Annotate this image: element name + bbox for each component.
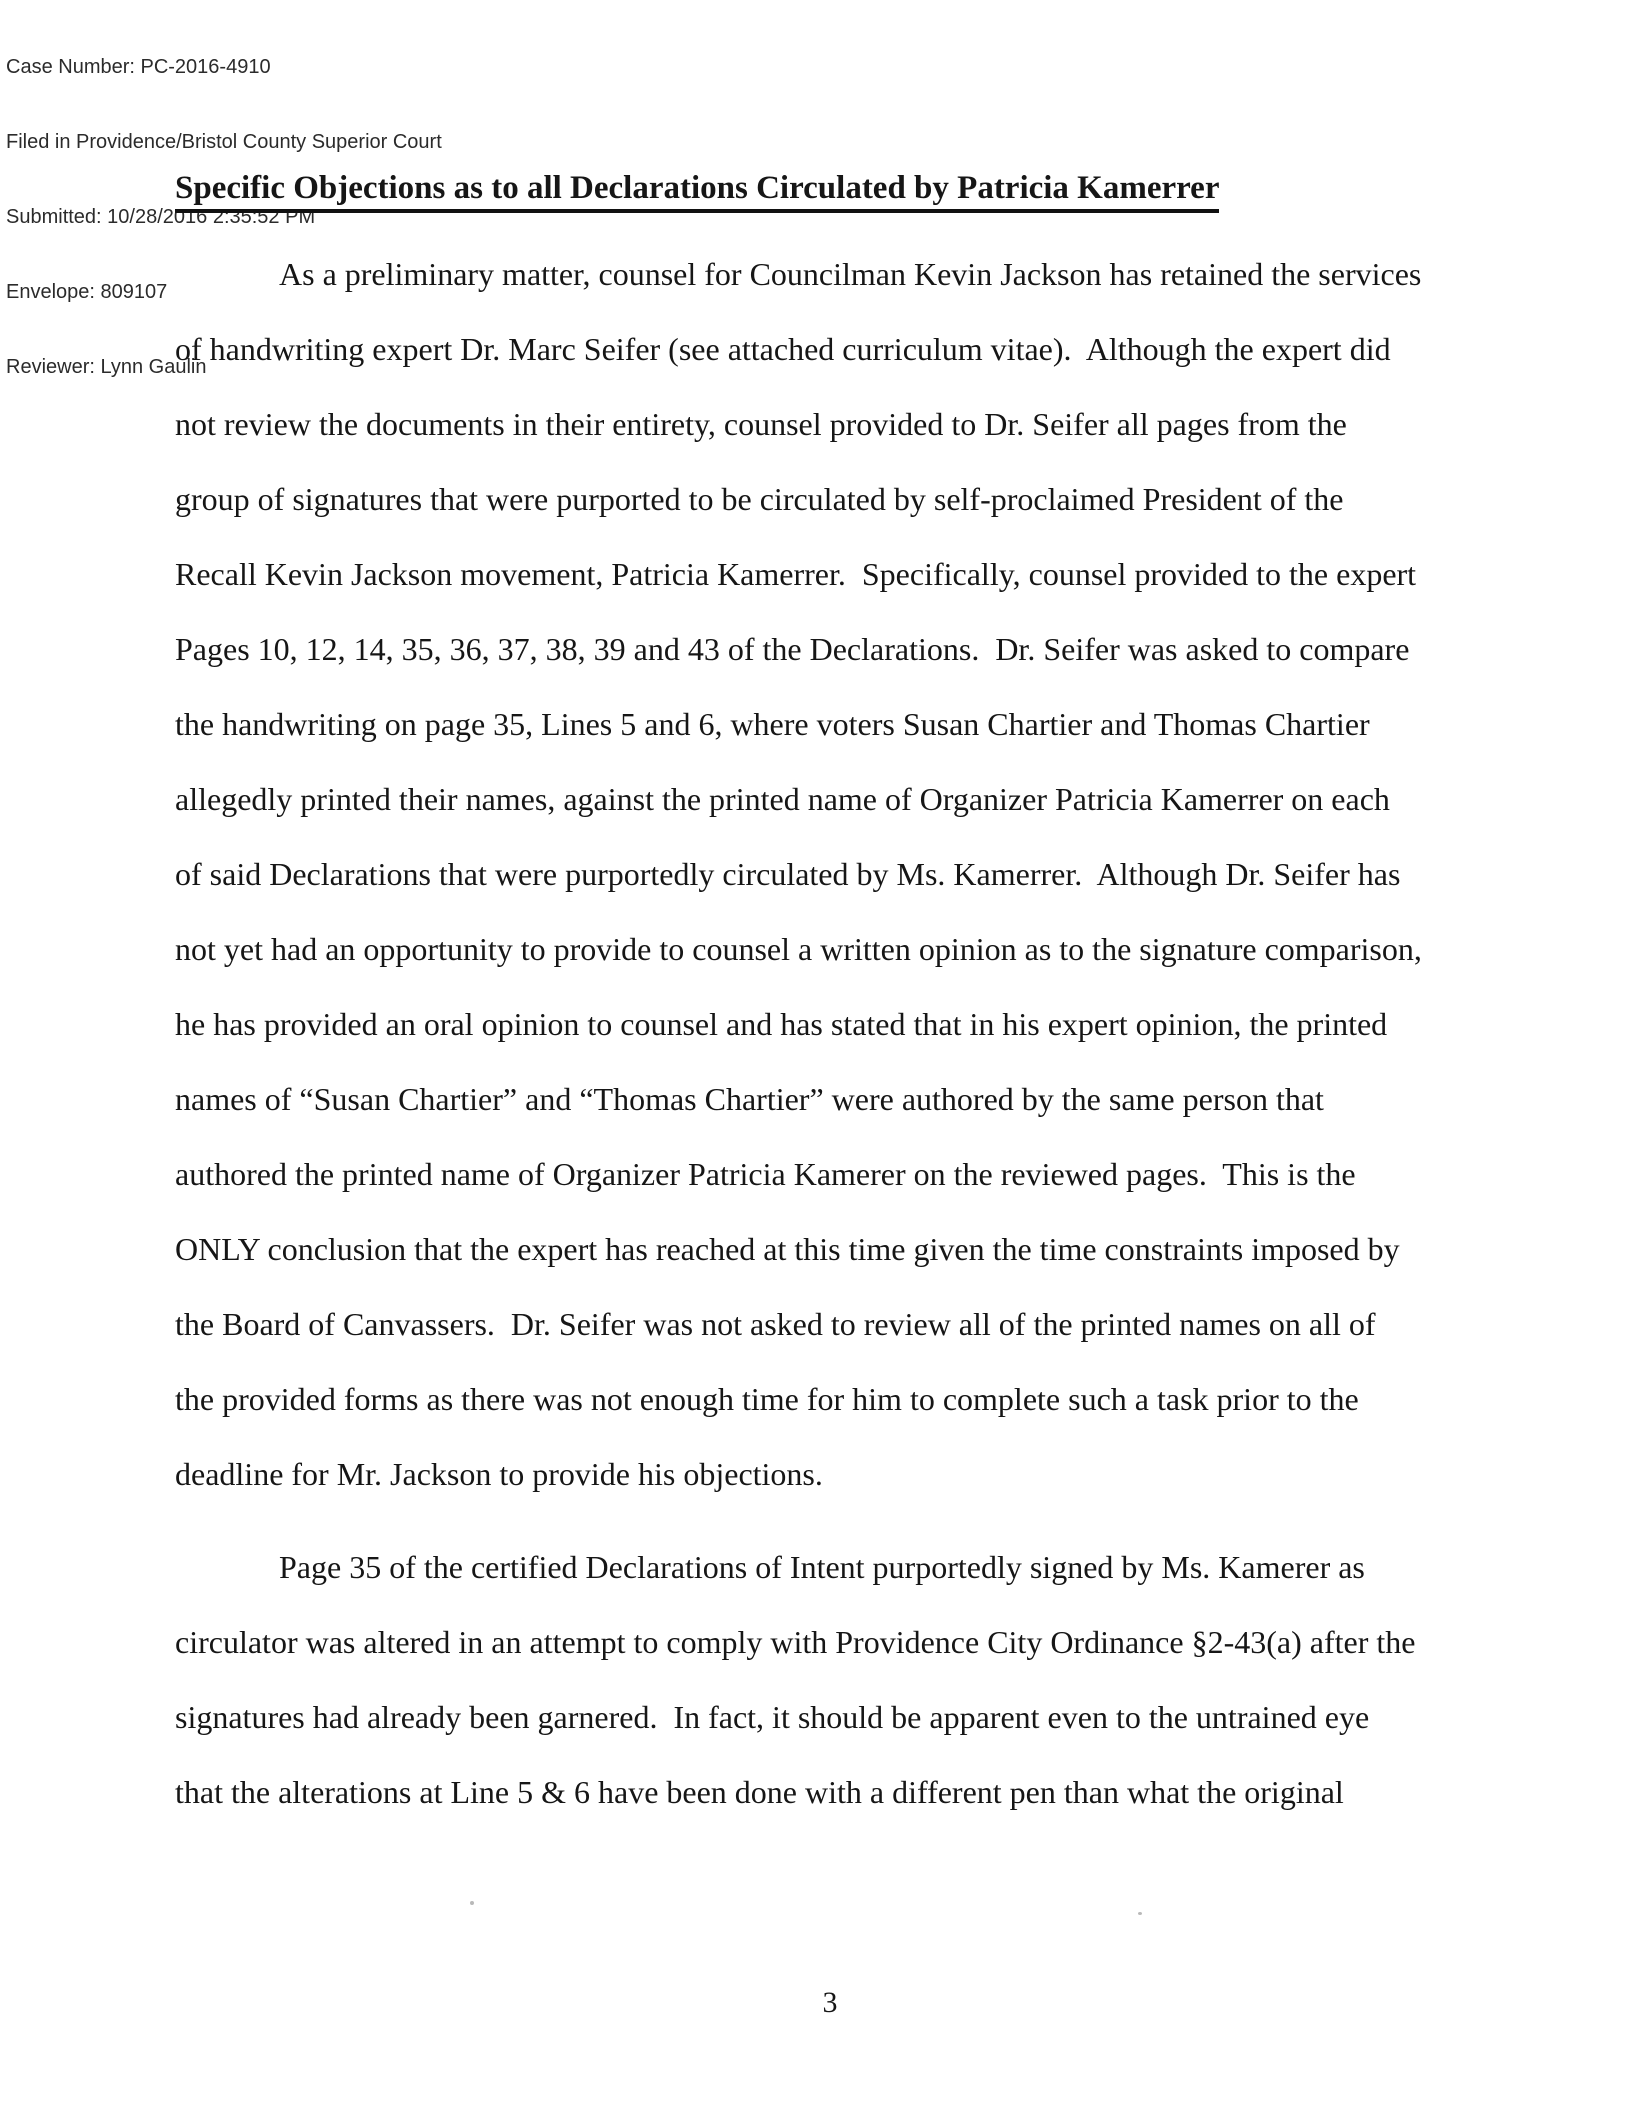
paragraph xyxy=(175,1530,1515,1830)
body-line: the Board of Canvassers. Dr. Seifer was not asked to review all of the printed names on all of xyxy=(175,1306,1376,1342)
page-number: 3 xyxy=(822,1986,838,2019)
body-line: that the alterations at Line 5 & 6 have been done with a different pen than what the original xyxy=(175,1774,1344,1810)
body-line: not yet had an opportunity to provide to counsel a written opinion as to the signature comparison, xyxy=(175,931,1422,967)
body-line: allegedly printed their names, against the printed name of Organizer Patricia Kamerrer on each xyxy=(175,781,1390,817)
reviewer-line: Reviewer: Lynn Gaulin xyxy=(6,356,207,378)
body-line: authored the printed name of Organizer Patricia Kamerer on the reviewed pages. This is the xyxy=(175,1156,1356,1192)
body-line: circulator was altered in an attempt to comply with Providence City Ordinance §2-43(a) after the xyxy=(175,1624,1416,1660)
body-line: deadline for Mr. Jackson to provide his objections. xyxy=(175,1456,823,1492)
body-line: of said Declarations that were purportedly circulated by Ms. Kamerrer. Although Dr. Seifer has xyxy=(175,856,1401,892)
body-line: As a preliminary matter, counsel for Councilman Kevin Jackson has retained the services xyxy=(279,256,1422,292)
paragraph xyxy=(175,237,1515,1512)
body-line: he has provided an oral opinion to counsel and has stated that in his expert opinion, the printed xyxy=(175,1006,1388,1042)
scan-artifact xyxy=(1138,1912,1142,1915)
body-line: signatures had already been garnered. In fact, it should be apparent even to the untrained eye xyxy=(175,1699,1370,1735)
envelope-line: Envelope: 809107 xyxy=(6,281,168,303)
filed-in-line: Filed in Providence/Bristol County Superior Court xyxy=(6,131,442,153)
body-line: Page 35 of the certified Declarations of Intent purportedly signed by Ms. Kamerer as xyxy=(279,1549,1365,1585)
body-line: the handwriting on page 35, Lines 5 and 6, where voters Susan Chartier and Thomas Chartier xyxy=(175,706,1370,742)
body-line: ONLY conclusion that the expert has reached at this time given the time constraints imposed by xyxy=(175,1231,1400,1267)
submitted-line: Submitted: 10/28/2016 2:35:52 PM xyxy=(6,206,316,228)
body-line: Recall Kevin Jackson movement, Patricia Kamerrer. Specifically, counsel provided to the expert xyxy=(175,556,1417,592)
body-line: not review the documents in their entirety, counsel provided to Dr. Seifer all pages from the xyxy=(175,406,1347,442)
body-line: group of signatures that were purported to be circulated by self-proclaimed President of the xyxy=(175,481,1344,517)
body-line: Pages 10, 12, 14, 35, 36, 37, 38, 39 and 43 of the Declarations. Dr. Seifer was asked to compare xyxy=(175,631,1410,667)
body-line: of handwriting expert Dr. Marc Seifer (see attached curriculum vitae). Although the expert did xyxy=(175,331,1391,367)
scan-artifact xyxy=(470,1901,474,1905)
section-heading: Specific Objections as to all Declarations Circulated by Patricia Kamerrer xyxy=(175,170,1219,213)
case-number-line: Case Number: PC-2016-4910 xyxy=(6,56,271,78)
body-line: names of “Susan Chartier” and “Thomas Chartier” were authored by the same person that xyxy=(175,1081,1324,1117)
body-line: the provided forms as there was not enough time for him to complete such a task prior to the xyxy=(175,1381,1359,1417)
